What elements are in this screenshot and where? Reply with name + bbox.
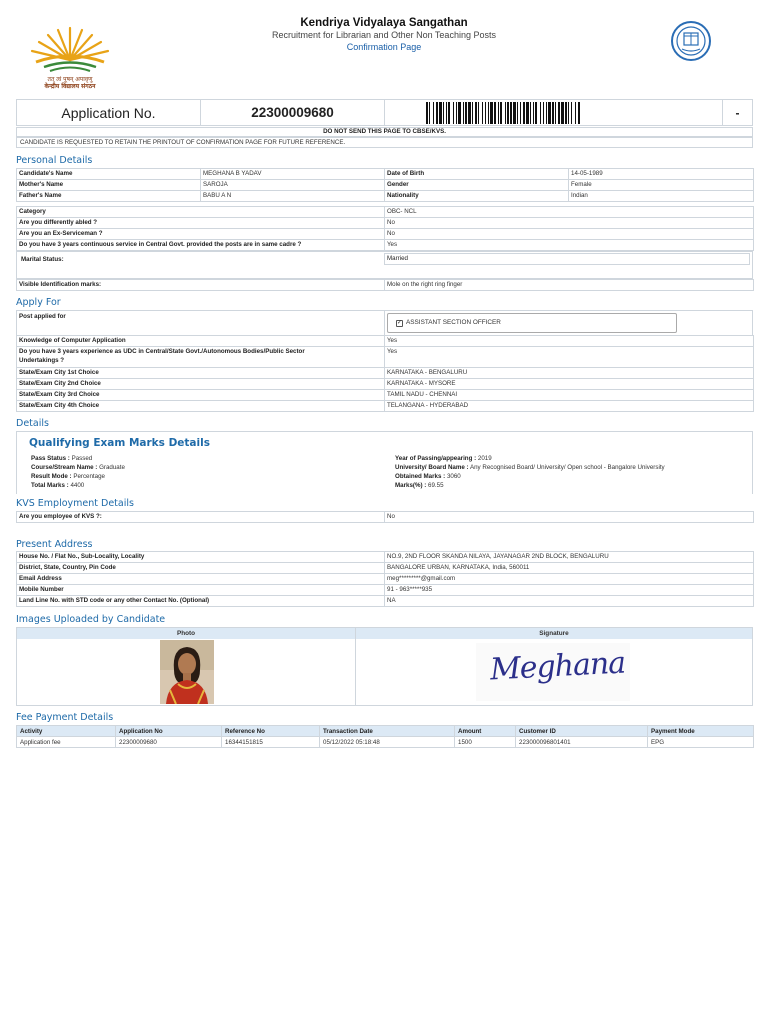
qualifying-exam-panel [16,431,753,494]
section-details: Details [16,418,49,429]
barcode-bar [543,102,544,124]
identification-table [16,279,754,291]
application-trailing: - [735,105,740,120]
course-row [31,464,125,471]
fee-payment-table [16,725,754,748]
barcode-bar [446,102,447,124]
percent-row [395,482,444,489]
field-label: Mobile Number [17,585,385,596]
field-label: Category [17,207,385,218]
barcode-bar [530,102,531,124]
application-no-value: 22300009680 [201,100,385,125]
field-label: Email Address [17,574,385,585]
org-name: Kendriya Vidyalaya Sangathan [300,17,468,29]
field-label: Pass Status : [31,455,70,462]
fee-application-no: 22300009680 [116,737,222,748]
column-header: Amount [455,726,516,737]
table-row [17,336,754,347]
barcode-bar [465,102,467,124]
table-row [17,379,754,390]
district-pin: BANGALORE URBAN, KARNATAKA, India, 560011 [385,563,754,574]
table-row [17,368,754,379]
section-present-address: Present Address [16,539,93,550]
section-fee-payment: Fee Payment Details [16,712,114,723]
table-header-row [17,726,754,737]
table-row [17,563,754,574]
result-mode-row [31,473,105,480]
logo-motto: तत् त्वं पूषन् अपावृणु [47,76,93,83]
table-row [17,280,754,291]
field-label: Marks(%) : [395,482,427,489]
address-table [16,551,754,607]
category: OBC- NCL [385,207,754,218]
exam-city-3: TAMIL NADU - CHENNAI [385,390,754,401]
field-label: Are you employee of KVS ?: [17,512,385,523]
mobile-number: 91 - 963*****935 [385,585,754,596]
table-row [17,191,754,202]
sunrise-logo-icon [22,20,118,76]
logo-hindi-name: केन्द्रीय विद्यालय संगठन [44,83,96,90]
obtained-marks: 3060 [446,473,461,480]
field-label: Gender [385,180,569,191]
email-address: meg*********@gmail.com [385,574,754,585]
gender: Female [569,180,754,191]
page-header [0,0,768,96]
cbse-emblem-icon [670,20,712,62]
marks-percent: 69.55 [428,482,444,489]
fee-activity: Application fee [17,737,116,748]
barcode-bar [510,102,512,124]
barcode-bar [475,102,477,124]
barcode-bar [456,102,457,124]
total-marks-row [31,482,84,489]
table-row [17,737,754,748]
obtained-row [395,473,461,480]
barcode-bar [443,102,444,124]
barcode-bar [436,102,438,124]
barcode-bar [498,102,499,124]
kvs-employment-table [16,511,754,523]
field-label: State/Exam City 2nd Choice [17,379,385,390]
kvs-employee: No [385,512,754,523]
barcode-bar [485,102,486,124]
notice-do-not-send: DO NOT SEND THIS PAGE TO CBSE/KVS. [16,127,753,137]
photo-header: Photo [17,628,356,639]
field-label: Candidate's Name [17,169,201,180]
table-row [17,401,754,412]
field-label: Visible Identification marks: [17,280,385,291]
table-row [17,240,754,251]
recruitment-subtitle: Recruitment for Librarian and Other Non Teaching Posts [272,30,496,40]
barcode-bar [472,102,473,124]
barcode-bar [478,102,479,124]
barcode-bar [505,102,506,124]
table-row [17,574,754,585]
barcode-bar [523,102,525,124]
column-header: Reference No [222,726,320,737]
course-name: Graduate [99,464,125,471]
divider [384,311,385,335]
barcode-bar [494,102,496,124]
field-label: State/Exam City 4th Choice [17,401,385,412]
barcode-bar [488,102,489,124]
field-label: Date of Birth [385,169,569,180]
barcode-bar [578,102,580,124]
exam-city-2: KARNATAKA - MYSORE [385,379,754,390]
apply-for-table [16,335,754,412]
barcode [385,100,723,125]
father-name: BABU A N [201,191,385,202]
qualifying-exam-title: Qualifying Exam Marks Details [29,437,210,449]
column-header: Payment Mode [648,726,754,737]
application-number-bar [16,99,753,126]
differently-abled: No [385,218,754,229]
section-apply-for: Apply For [16,297,61,308]
field-label: Are you differently abled ? [17,218,385,229]
personal-details-table [16,168,754,202]
barcode-bar [463,102,464,124]
signature-image [476,643,630,701]
total-marks: 4400 [70,482,85,489]
pass-status-row [31,455,92,462]
field-label: Mother's Name [17,180,201,191]
field-label: Course/Stream Name : [31,464,98,471]
barcode-bar [520,102,521,124]
column-header: Activity [17,726,116,737]
field-label: Nationality [385,191,569,202]
fee-reference-no: 16344151815 [222,737,320,748]
field-label: Obtained Marks : [395,473,446,480]
field-label: Result Mode : [31,473,72,480]
table-row [17,229,754,240]
barcode-bar [565,102,567,124]
udc-label-line-2: Undertakings ? [19,357,65,364]
barcode-bar [568,102,569,124]
field-label: State/Exam City 1st Choice [17,368,385,379]
barcode-bar [533,102,534,124]
barcode-bar [546,102,547,124]
barcode-bar [535,102,537,124]
table-row [17,390,754,401]
barcode-bar [439,102,442,124]
board-name: Any Recognised Board/ University/ Open school - Bangalore University [469,464,665,471]
fee-amount: 1500 [455,737,516,748]
barcode-bar [561,102,564,124]
field-label: Do you have 3 years continuous service in Central Govt. provided the posts are in same cadre ? [17,240,385,251]
date-of-birth: 14-05-1989 [569,169,754,180]
table-row [17,207,754,218]
nationality: Indian [569,191,754,202]
barcode-bar [555,102,556,124]
landline-number: NA [385,596,754,607]
identification-marks: Mole on the right ring finger [385,280,754,291]
passing-year: 2019 [477,455,492,462]
barcode-bar [453,102,454,124]
field-label: Knowledge of Computer Application [17,336,385,347]
exam-city-4: TELANGANA - HYDERABAD [385,401,754,412]
candidate-photo [160,640,214,704]
barcode-bar [517,102,518,124]
table-row [17,512,754,523]
year-row [395,455,492,462]
page-title: Confirmation Page [346,42,422,52]
field-label: University/ Board Name : [395,464,469,471]
table-row [17,180,754,191]
column-header: Application No [116,726,222,737]
computer-knowledge: Yes [385,336,754,347]
table-row [17,218,754,229]
house-address: NO.9, 2ND FLOOR SKANDA NILAYA, JAYANAGAR 2ND BLOCK, BENGALURU [385,552,754,563]
fee-transaction-date: 05/12/2022 05:18:48 [320,737,455,748]
section-personal-details: Personal Details [16,155,93,166]
table-row [17,552,754,563]
udc-experience: Yes [385,347,754,368]
table-row [17,596,754,607]
field-label: Land Line No. with STD code or any other Contact No. (Optional) [17,596,385,607]
checkbox-checked-icon[interactable]: ✓ [397,320,403,326]
barcode-bar [575,102,576,124]
table-row [17,347,754,368]
signature-text: Meghana [489,645,626,688]
barcode-bar [458,102,461,124]
field-label: District, State, Country, Pin Code [17,563,385,574]
post-applied-checkbox-field[interactable] [387,313,677,333]
images-table [16,627,753,706]
fee-customer-id: 223000096801401 [516,737,648,748]
field-label: Total Marks : [31,482,69,489]
barcode-bar [507,102,509,124]
barcode-bar [490,102,493,124]
post-applied-value: ASSISTANT SECTION OFFICER [406,319,501,326]
table-row [17,169,754,180]
udc-label-line-1: Do you have 3 years experience as UDC in Central/State Govt./Autonomous Bodies/Public Sector [19,348,305,355]
barcode-bar [429,102,430,124]
barcode-bar [571,102,572,124]
signature-header: Signature [356,628,752,639]
personal-extra-table [16,206,754,251]
field-label: Year of Passing/appearing : [395,455,477,462]
signature-cell [356,639,752,706]
section-images: Images Uploaded by Candidate [16,614,166,625]
section-kvs-employment: KVS Employment Details [16,498,134,509]
barcode-bar [433,102,434,124]
field-label: House No. / Flat No., Sub-Locality, Locality [17,552,385,563]
board-row [395,464,665,471]
fee-payment-mode: EPG [648,737,754,748]
field-label: Marital Status: [21,256,64,263]
barcode-bar [482,102,483,124]
column-header: Customer ID [516,726,648,737]
continuous-service: Yes [385,240,754,251]
barcode-bar [552,102,554,124]
kvs-logo [22,20,118,92]
application-no-label: Application No. [17,100,201,125]
barcode-bar [513,102,516,124]
column-header: Transaction Date [320,726,455,737]
field-label: Post applied for [19,313,66,320]
ex-serviceman: No [385,229,754,240]
field-label: Are you an Ex-Serviceman ? [17,229,385,240]
barcode-bar [500,102,502,124]
field-label [17,347,385,368]
field-label: Father's Name [17,191,201,202]
barcode-bar [448,102,450,124]
photo-cell [17,639,356,706]
result-mode: Percentage [73,473,105,480]
mother-name: SAROJA [201,180,385,191]
barcode-bar [548,102,551,124]
barcode-bar [526,102,529,124]
pass-status: Passed [71,455,93,462]
marital-status: Married [384,253,750,265]
barcode-bar [426,102,428,124]
field-label: State/Exam City 3rd Choice [17,390,385,401]
notice-retain-printout: CANDIDATE IS REQUESTED TO RETAIN THE PRINTOUT OF CONFIRMATION PAGE FOR FUTURE REFERENCE. [16,137,753,148]
barcode-bar [468,102,471,124]
barcode-bar [540,102,541,124]
marital-status-box [16,251,753,279]
candidate-name: MEGHANA B YADAV [201,169,385,180]
barcode-bar [558,102,560,124]
exam-city-1: KARNATAKA - BENGALURU [385,368,754,379]
table-row [17,585,754,596]
